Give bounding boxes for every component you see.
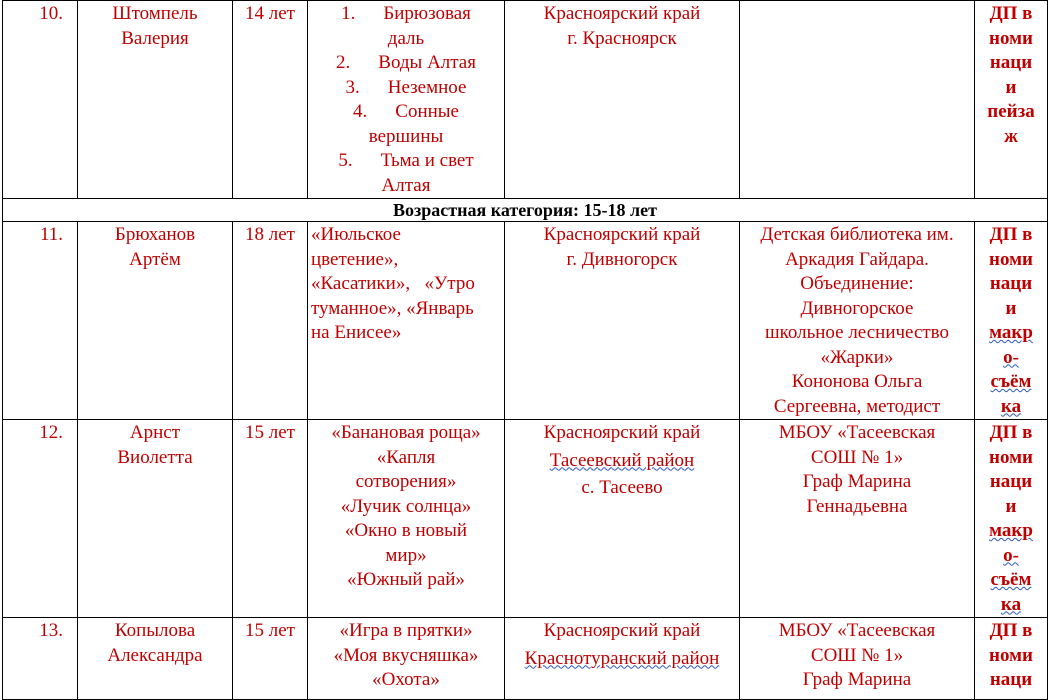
participant-age: 15 лет xyxy=(233,618,308,700)
region: Красноярский край г. Красноярск xyxy=(505,1,740,199)
participant-name: Копылова Александра xyxy=(78,618,233,700)
nomination: ДП в номи наци и макр о- съём ка xyxy=(975,222,1048,420)
table-row xyxy=(3,420,1048,618)
organization xyxy=(740,1,975,199)
participant-name: Штомпель Валерия xyxy=(78,1,233,199)
participant-age: 15 лет xyxy=(233,420,308,618)
district-name: Тасеевский район xyxy=(549,449,695,471)
table-row xyxy=(3,222,1048,420)
age-category-heading: Возрастная категория: 15-18 лет xyxy=(3,199,1048,222)
work-item: 4. Сонные вершины xyxy=(353,101,459,147)
participant-name: Брюханов Артём xyxy=(78,222,233,420)
work-item: 1. Бирюзовая даль xyxy=(341,3,471,49)
row-number: 13. xyxy=(3,618,78,700)
nomination: ДП в номи наци xyxy=(975,618,1048,700)
works-list: «Банановая роща» «Капля сотворения» «Лучик солнца» «Окно в новый мир» «Южный рай» xyxy=(308,420,505,618)
row-number: 11. xyxy=(3,222,78,420)
work-item: 3. Неземное xyxy=(345,76,467,98)
works-list xyxy=(308,1,505,199)
organization: Детская библиотека им. Аркадия Гайдара. Объединение: Дивногорское школьное лесничество «Жарки» Кононова Ольга Сергеевна, методист xyxy=(740,222,975,420)
row-number: 12. xyxy=(3,420,78,618)
organization: МБОУ «Тасеевская СОШ № 1» Граф Марина Геннадьевна xyxy=(740,420,975,618)
participant-age: 18 лет xyxy=(233,222,308,420)
table-row xyxy=(3,1,1048,199)
table-row xyxy=(3,618,1048,700)
participants-table xyxy=(2,0,1048,700)
category-row xyxy=(3,199,1048,222)
region: Красноярский край Тасеевский район с. Тасеево xyxy=(505,420,740,618)
work-item: 2. Воды Алтая xyxy=(336,52,476,73)
row-number: 10. xyxy=(3,1,78,199)
region: Красноярский край г. Дивногорск xyxy=(505,222,740,420)
participant-name: Арнст Виолетта xyxy=(78,420,233,618)
organization: МБОУ «Тасеевская СОШ № 1» Граф Марина xyxy=(740,618,975,700)
work-item: 5. Тьма и свет Алтая xyxy=(338,150,474,196)
nomination: ДП в номи наци и макр о- съём ка xyxy=(975,420,1048,618)
participant-age: 14 лет xyxy=(233,1,308,199)
works-list: «Игра в прятки» «Моя вкусняшка» «Охота» xyxy=(308,618,505,700)
nomination: ДП в номи наци и пейза ж xyxy=(975,1,1048,199)
works-list: «Июльское цветение», «Касатики», «Утро туманное», «Январь на Енисее» xyxy=(308,222,505,420)
region: Красноярский край Краснотуранский район xyxy=(505,618,740,700)
district-name: Краснотуранский район xyxy=(524,647,720,669)
